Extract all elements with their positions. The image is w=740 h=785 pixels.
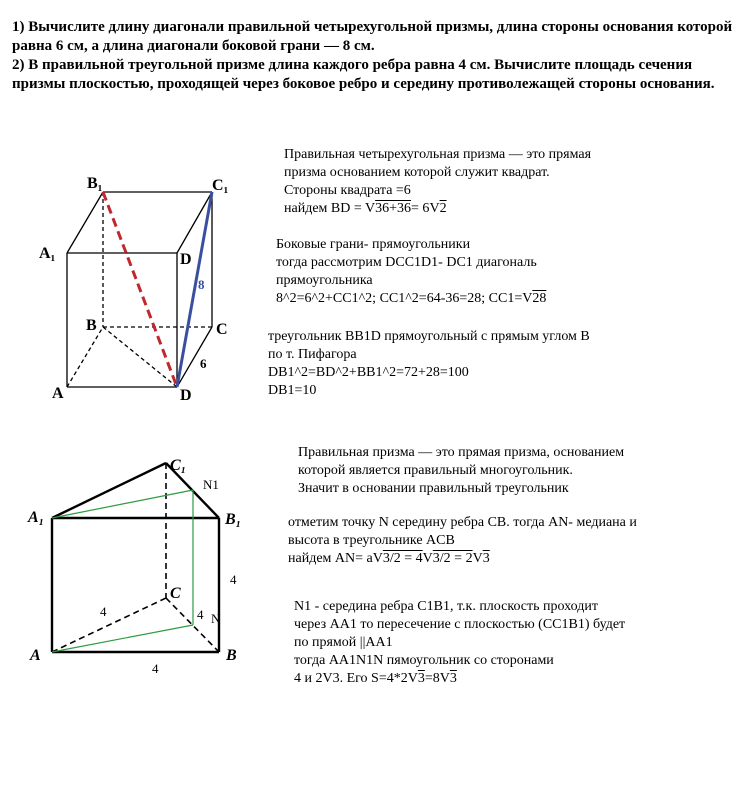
- label-b: B: [226, 647, 237, 664]
- text-line: треугольник BB1D прямоугольный с прямым углом B: [268, 329, 590, 344]
- edge-label-ca: 4: [100, 604, 107, 619]
- text-line: высота в треугольнике ACB: [288, 533, 455, 548]
- section-a1-n1: [52, 490, 193, 518]
- text-line: Значит в основании правильный треугольник: [298, 481, 569, 496]
- text-line: Стороны квадрата =6: [284, 183, 411, 198]
- area-formula: 4 и 2V3. Его S=4*2V3=8V3: [294, 671, 457, 686]
- edge-a1-c1: [52, 463, 166, 518]
- label-c: C: [216, 321, 228, 338]
- text-line: отметим точку N середину ребра CB. тогда AN- медиана и: [288, 515, 637, 530]
- an-formula: найдем AN= aV3/2 = 4V3/2 = 2V3: [288, 551, 490, 566]
- problem-2: 2) В правильной треугольной призме длина каждого ребра равна 4 см. Вычислите площадь сечения призмы плоскостью, проходящей через боковое ребро и середину противолежащей стороны основания.: [12, 57, 715, 92]
- label-n1: N1: [203, 477, 219, 492]
- label-a: A: [30, 647, 41, 664]
- text-line: Боковые грани- прямоугольники: [276, 237, 471, 252]
- diag-b1-d-red: [103, 192, 177, 387]
- label-b: B: [86, 317, 97, 334]
- edge-a1-b1: [67, 192, 103, 253]
- cc1-formula: 8^2=6^2+CC1^2; CC1^2=64-36=28; CC1=V28: [276, 291, 547, 306]
- edge-label-dc1: 8: [198, 277, 205, 292]
- text-line: прямоугольника: [276, 273, 373, 288]
- edge-a-c-hidden: [52, 598, 166, 652]
- label-c1: C₁: [212, 177, 229, 194]
- bd-formula: найдем BD = V36+36= 6V2: [284, 201, 447, 216]
- label-d1: D: [180, 251, 192, 268]
- text-line: которой является правильный многоугольник.: [298, 463, 573, 478]
- section-a-n: [52, 625, 193, 652]
- edge-label-dc: 6: [200, 356, 207, 371]
- text-line: Правильная призма — это прямая призма, основанием: [298, 445, 625, 460]
- text-line: по т. Пифагора: [268, 347, 357, 362]
- label-a1: A₁: [28, 509, 45, 526]
- text-line: через AA1 то пересечение с плоскостью (CC1B1) будет: [294, 617, 626, 632]
- label-b1: B₁: [87, 175, 103, 192]
- text-line: Правильная четырехугольная призма — это прямая: [284, 147, 592, 162]
- figure-2-prism: [52, 463, 219, 652]
- label-a: A: [52, 385, 64, 402]
- text-line: по прямой ||AA1: [294, 635, 393, 650]
- edge-a-b-hidden: [67, 327, 103, 387]
- text-line: тогда AA1N1N пямоугольник со сторонами: [294, 653, 554, 668]
- edge-label-bb1: 4: [230, 572, 237, 587]
- edge-label-cn: 4: [197, 607, 204, 622]
- label-c1: C₁: [170, 457, 187, 474]
- text-line: DB1=10: [268, 383, 317, 398]
- text-line: N1 - середина ребра C1B1, т.к. плоскость проходит: [294, 599, 598, 614]
- edge-label-ab: 4: [152, 661, 159, 676]
- figure-1-prism: [67, 192, 212, 387]
- figure-2-labels: [27, 457, 241, 676]
- text-line: тогда рассмотрим DCC1D1- DC1 диагональ: [276, 255, 537, 270]
- label-d: D: [180, 387, 192, 404]
- text-line: DB1^2=BD^2+BB1^2=72+28=100: [268, 365, 469, 380]
- label-n: N: [211, 611, 221, 626]
- text-line: призма основанием которой служит квадрат.: [284, 165, 550, 180]
- problem-1: 1) Вычислите длину диагонали правильной четырехугольной призмы, длина стороны основания которой равна 6 см, а длина диагонали боковой грани — 8 см.: [12, 19, 733, 54]
- label-b1: B₁: [225, 511, 242, 528]
- label-c: C: [170, 585, 181, 602]
- label-a1: A₁: [39, 245, 56, 262]
